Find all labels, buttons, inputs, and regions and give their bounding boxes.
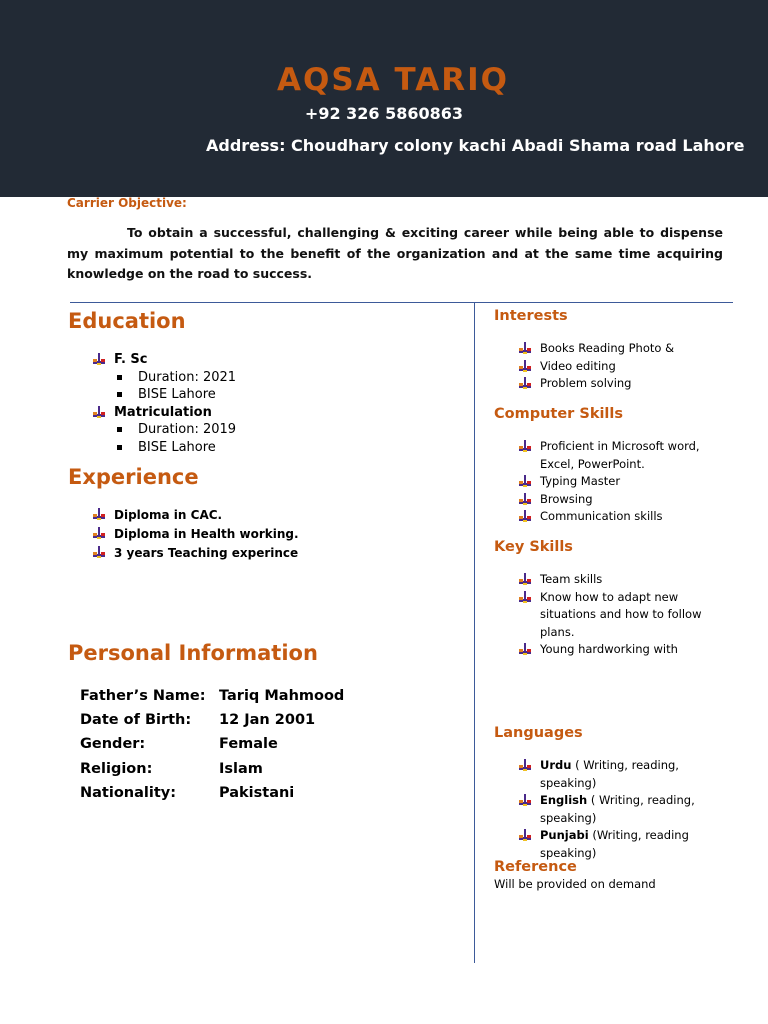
personal-info-row (80, 688, 344, 712)
arrow-bullet-icon (518, 572, 532, 586)
experience-list (114, 506, 299, 563)
education-item (114, 351, 236, 369)
candidate-name: AQSA TARIQ (277, 62, 509, 98)
education-item-label: Matriculation (114, 404, 212, 420)
computer-skill-item (540, 491, 720, 509)
personal-info-table (80, 688, 344, 809)
arrow-bullet-icon (92, 545, 106, 559)
personal-info-value: Pakistani (219, 784, 295, 801)
computer-skill-text: Communication skills (540, 509, 663, 523)
arrow-bullet-icon (518, 341, 532, 355)
personal-info-value: Female (219, 736, 278, 753)
computer-skill-text: Typing Master (540, 474, 621, 488)
education-detail (138, 386, 236, 404)
arrow-bullet-icon (518, 376, 532, 390)
arrow-bullet-icon (518, 492, 532, 506)
education-heading: Education (68, 309, 186, 333)
personal-info-key: Gender: (80, 736, 146, 753)
arrow-bullet-icon (518, 642, 532, 656)
interest-item (540, 340, 674, 358)
arrow-bullet-icon (518, 474, 532, 488)
vertical-divider (474, 303, 475, 963)
personal-info-value: Islam (219, 760, 263, 777)
horizontal-divider (70, 302, 733, 303)
key-skill-item (540, 571, 716, 589)
reference-heading: Reference (494, 859, 577, 875)
address: Address: Choudhary colony kachi Abadi Shama road Lahore (206, 136, 745, 155)
key-skills-heading: Key Skills (494, 539, 573, 555)
language-item (540, 757, 732, 792)
computer-skill-item (540, 508, 720, 526)
square-bullet-icon (117, 427, 122, 432)
language-name: Punjabi (540, 828, 589, 842)
computer-skills-heading: Computer Skills (494, 406, 624, 422)
key-skill-item (540, 641, 716, 659)
key-skills-list (540, 571, 716, 659)
personal-info-row (80, 712, 344, 736)
interest-item-text: Problem solving (540, 376, 632, 390)
key-skill-text: Young hardworking with (540, 642, 678, 656)
computer-skill-text: Proficient in Microsoft word, Excel, PowerPoint. (540, 439, 700, 471)
resume-header (0, 0, 768, 197)
arrow-bullet-icon (518, 758, 532, 772)
key-skill-text: Know how to adapt new situations and how to follow plans. (540, 589, 702, 639)
square-bullet-icon (117, 392, 122, 397)
arrow-bullet-icon (92, 352, 106, 366)
education-detail (138, 439, 236, 457)
experience-item-text: 3 years Teaching experince (114, 546, 299, 560)
experience-item-text: Diploma in CAC. (114, 508, 223, 522)
personal-info-key: Nationality: (80, 784, 177, 801)
education-detail-text: Duration: 2021 (138, 369, 237, 385)
phone-number: +92 326 5860863 (304, 104, 464, 123)
personal-info-row (80, 761, 344, 785)
personal-info-value: Tariq Mahmood (219, 688, 345, 704)
objective-text: To obtain a successful, challenging & exciting career while being able to dispense my maximum potential to the benefit of the organization and at the same time acquiring knowledge on the road to success. (67, 225, 723, 281)
interest-item (540, 375, 674, 393)
education-item (114, 404, 236, 422)
education-detail-text: Duration: 2019 (138, 422, 237, 437)
language-item (540, 827, 732, 862)
interest-item-text: Books Reading Photo & (540, 341, 675, 355)
reference-text: Will be provided on demand (494, 877, 656, 891)
education-item-label: F. Sc (114, 352, 148, 367)
personal-info-row (80, 736, 344, 760)
key-skill-text: Team skills (540, 572, 603, 586)
language-detail: ( Writing, reading, speaking) (540, 793, 695, 825)
square-bullet-icon (117, 445, 122, 450)
personal-info-key: Date of Birth: (80, 712, 192, 729)
interests-heading: Interests (494, 308, 568, 324)
language-name: English (540, 793, 588, 807)
experience-item (114, 544, 299, 563)
education-list (114, 351, 236, 456)
personal-info-value: 12 Jan 2001 (219, 712, 316, 729)
education-detail (138, 421, 236, 439)
arrow-bullet-icon (92, 405, 106, 419)
square-bullet-icon (117, 375, 122, 380)
objective-label: Carrier Objective: (67, 196, 187, 210)
language-item (540, 792, 732, 827)
languages-list (540, 757, 732, 862)
education-detail-text: BISE Lahore (138, 387, 216, 402)
personal-info-key: Religion: (80, 760, 153, 777)
computer-skill-item (540, 438, 720, 473)
arrow-bullet-icon (92, 526, 106, 540)
interest-item (540, 358, 674, 376)
computer-skill-item (540, 473, 720, 491)
interests-list (540, 340, 674, 393)
arrow-bullet-icon (518, 439, 532, 453)
key-skill-item (540, 589, 716, 642)
computer-skills-list (540, 438, 720, 526)
language-name: Urdu (540, 758, 572, 772)
languages-heading: Languages (494, 725, 583, 741)
personal-info-row (80, 785, 344, 809)
education-detail (138, 369, 236, 387)
arrow-bullet-icon (518, 359, 532, 373)
personal-info-key: Father’s Name: (80, 688, 206, 704)
arrow-bullet-icon (518, 793, 532, 807)
experience-item (114, 506, 299, 525)
arrow-bullet-icon (518, 509, 532, 523)
experience-heading: Experience (68, 465, 199, 489)
arrow-bullet-icon (518, 828, 532, 842)
computer-skill-text: Browsing (540, 491, 593, 506)
language-detail: (Writing, reading speaking) (540, 828, 689, 860)
interest-item-text: Video editing (540, 358, 616, 373)
arrow-bullet-icon (518, 590, 532, 604)
experience-item-text: Diploma in Health working. (114, 527, 299, 541)
education-detail-text: BISE Lahore (138, 439, 216, 455)
language-detail: ( Writing, reading, speaking) (540, 758, 679, 790)
personal-info-heading: Personal Information (68, 641, 318, 665)
arrow-bullet-icon (92, 507, 106, 521)
experience-item (114, 525, 299, 544)
